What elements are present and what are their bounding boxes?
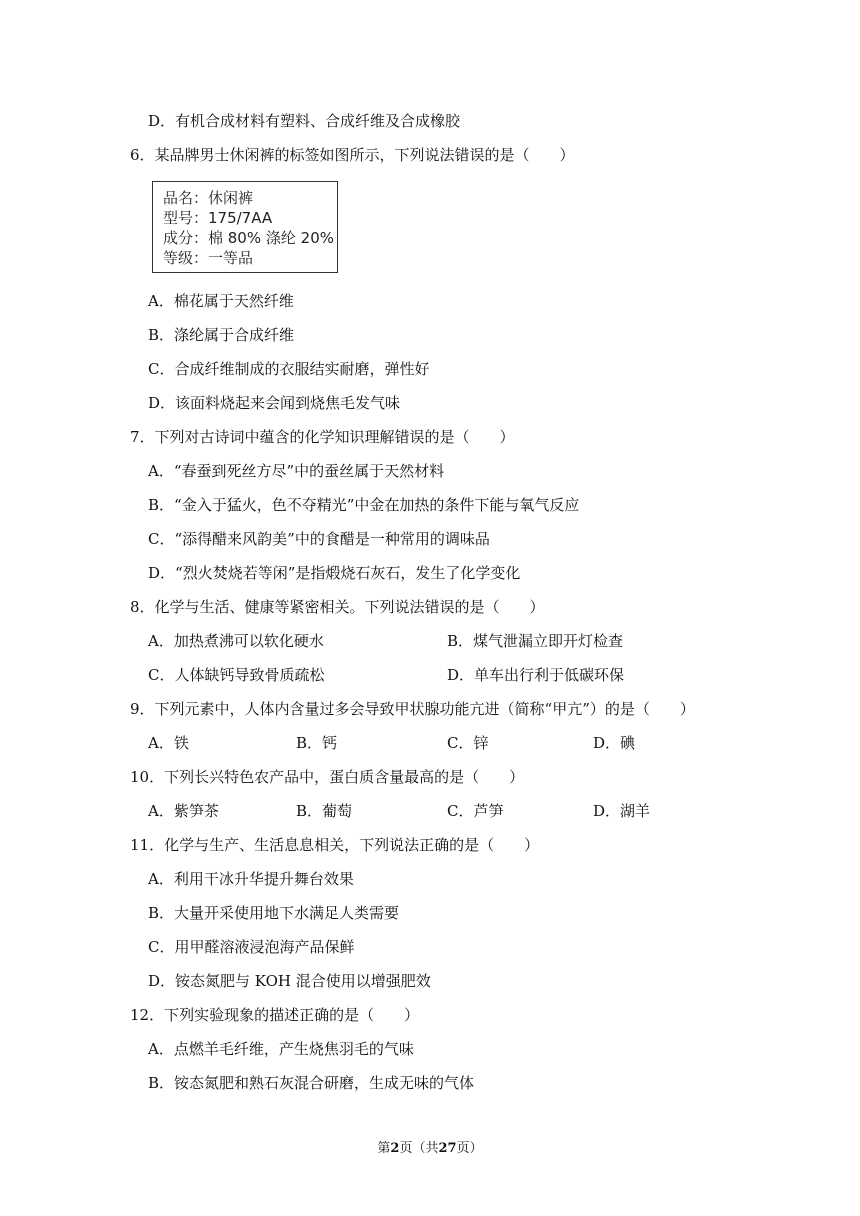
q5-option-d: D．有机合成材料有塑料、合成纤维及合成橡胶 [148,112,461,130]
q9-option-d: D．碘 [593,734,636,752]
q10-option-a: A．紫笋茶 [148,802,219,820]
q10-stem: 10．下列长兴特色农产品中，蛋白质含量最高的是（ ） [130,768,525,786]
q6-option-d: D．该面料烧起来会闻到烧焦毛发气味 [148,394,401,412]
footer-suffix: 页） [456,1141,483,1156]
q9-option-c: C．锌 [447,734,489,752]
q9-option-b: B．钙 [296,734,338,752]
page-footer [0,1140,860,1158]
q6-option-a: A．棉花属于天然纤维 [148,292,294,310]
q7-stem: 7．下列对古诗词中蕴含的化学知识理解错误的是（ ） [130,428,515,446]
q6-option-c: C．合成纤维制成的衣服结实耐磨，弹性好 [148,360,430,378]
q8-option-c: C．人体缺钙导致骨质疏松 [148,666,325,684]
q11-option-a: A．利用干冰升华提升舞台效果 [148,870,354,888]
q12-stem: 12．下列实验现象的描述正确的是（ ） [130,1006,420,1024]
footer-mid: 页（共 [399,1141,439,1156]
q7-option-b: B．“金入于猛火，色不夺精光”中金在加热的条件下能与氧气反应 [148,496,580,514]
garment-label-image [152,181,338,273]
q10-option-b: B．葡萄 [296,802,353,820]
q6-stem: 6．某品牌男士休闲裤的标签如图所示，下列说法错误的是（ ） [130,146,575,164]
q12-option-b: B．铵态氮肥和熟石灰混合研磨，生成无味的气体 [148,1074,475,1092]
tag-line-composition: 成分：棉 80% 涤纶 20% [163,229,334,247]
tag-line-name: 品名：休闲裤 [163,189,254,207]
total-pages: 27 [438,1141,457,1156]
page-number: 2 [390,1141,400,1156]
q8-stem: 8．化学与生活、健康等紧密相关。下列说法错误的是（ ） [130,598,545,616]
q11-option-d: D．铵态氮肥与 KOH 混合使用以增强肥效 [148,972,431,990]
q11-option-c: C．用甲醛溶液浸泡海产品保鲜 [148,938,355,956]
q10-option-c: C．芦笋 [447,802,504,820]
tag-line-model: 型号：175/7AA [163,209,273,227]
q7-option-a: A．“春蚕到死丝方尽”中的蚕丝属于天然材料 [148,462,445,480]
q12-option-a: A．点燃羊毛纤维，产生烧焦羽毛的气味 [148,1040,414,1058]
q11-option-b: B．大量开采使用地下水满足人类需要 [148,904,400,922]
q7-option-c: C．“添得醋来风韵美”中的食醋是一种常用的调味品 [148,530,490,548]
tag-line-grade: 等级：一等品 [163,249,254,267]
q6-option-b: B．涤纶属于合成纤维 [148,326,295,344]
footer-prefix: 第 [377,1141,391,1156]
q7-option-d: D．“烈火焚烧若等闲”是指煅烧石灰石，发生了化学变化 [148,564,521,582]
q8-option-d: D．单车出行利于低碳环保 [447,666,625,684]
q10-option-d: D．湖羊 [593,802,651,820]
q8-option-a: A．加热煮沸可以软化硬水 [148,632,324,650]
q9-option-a: A．铁 [148,734,189,752]
q9-stem: 9．下列元素中，人体内含量过多会导致甲状腺功能亢进（简称“甲亢”）的是（ ） [130,700,695,718]
q11-stem: 11．化学与生产、生活息息相关，下列说法正确的是（ ） [130,836,540,854]
q8-option-b: B．煤气泄漏立即开灯检查 [447,632,624,650]
